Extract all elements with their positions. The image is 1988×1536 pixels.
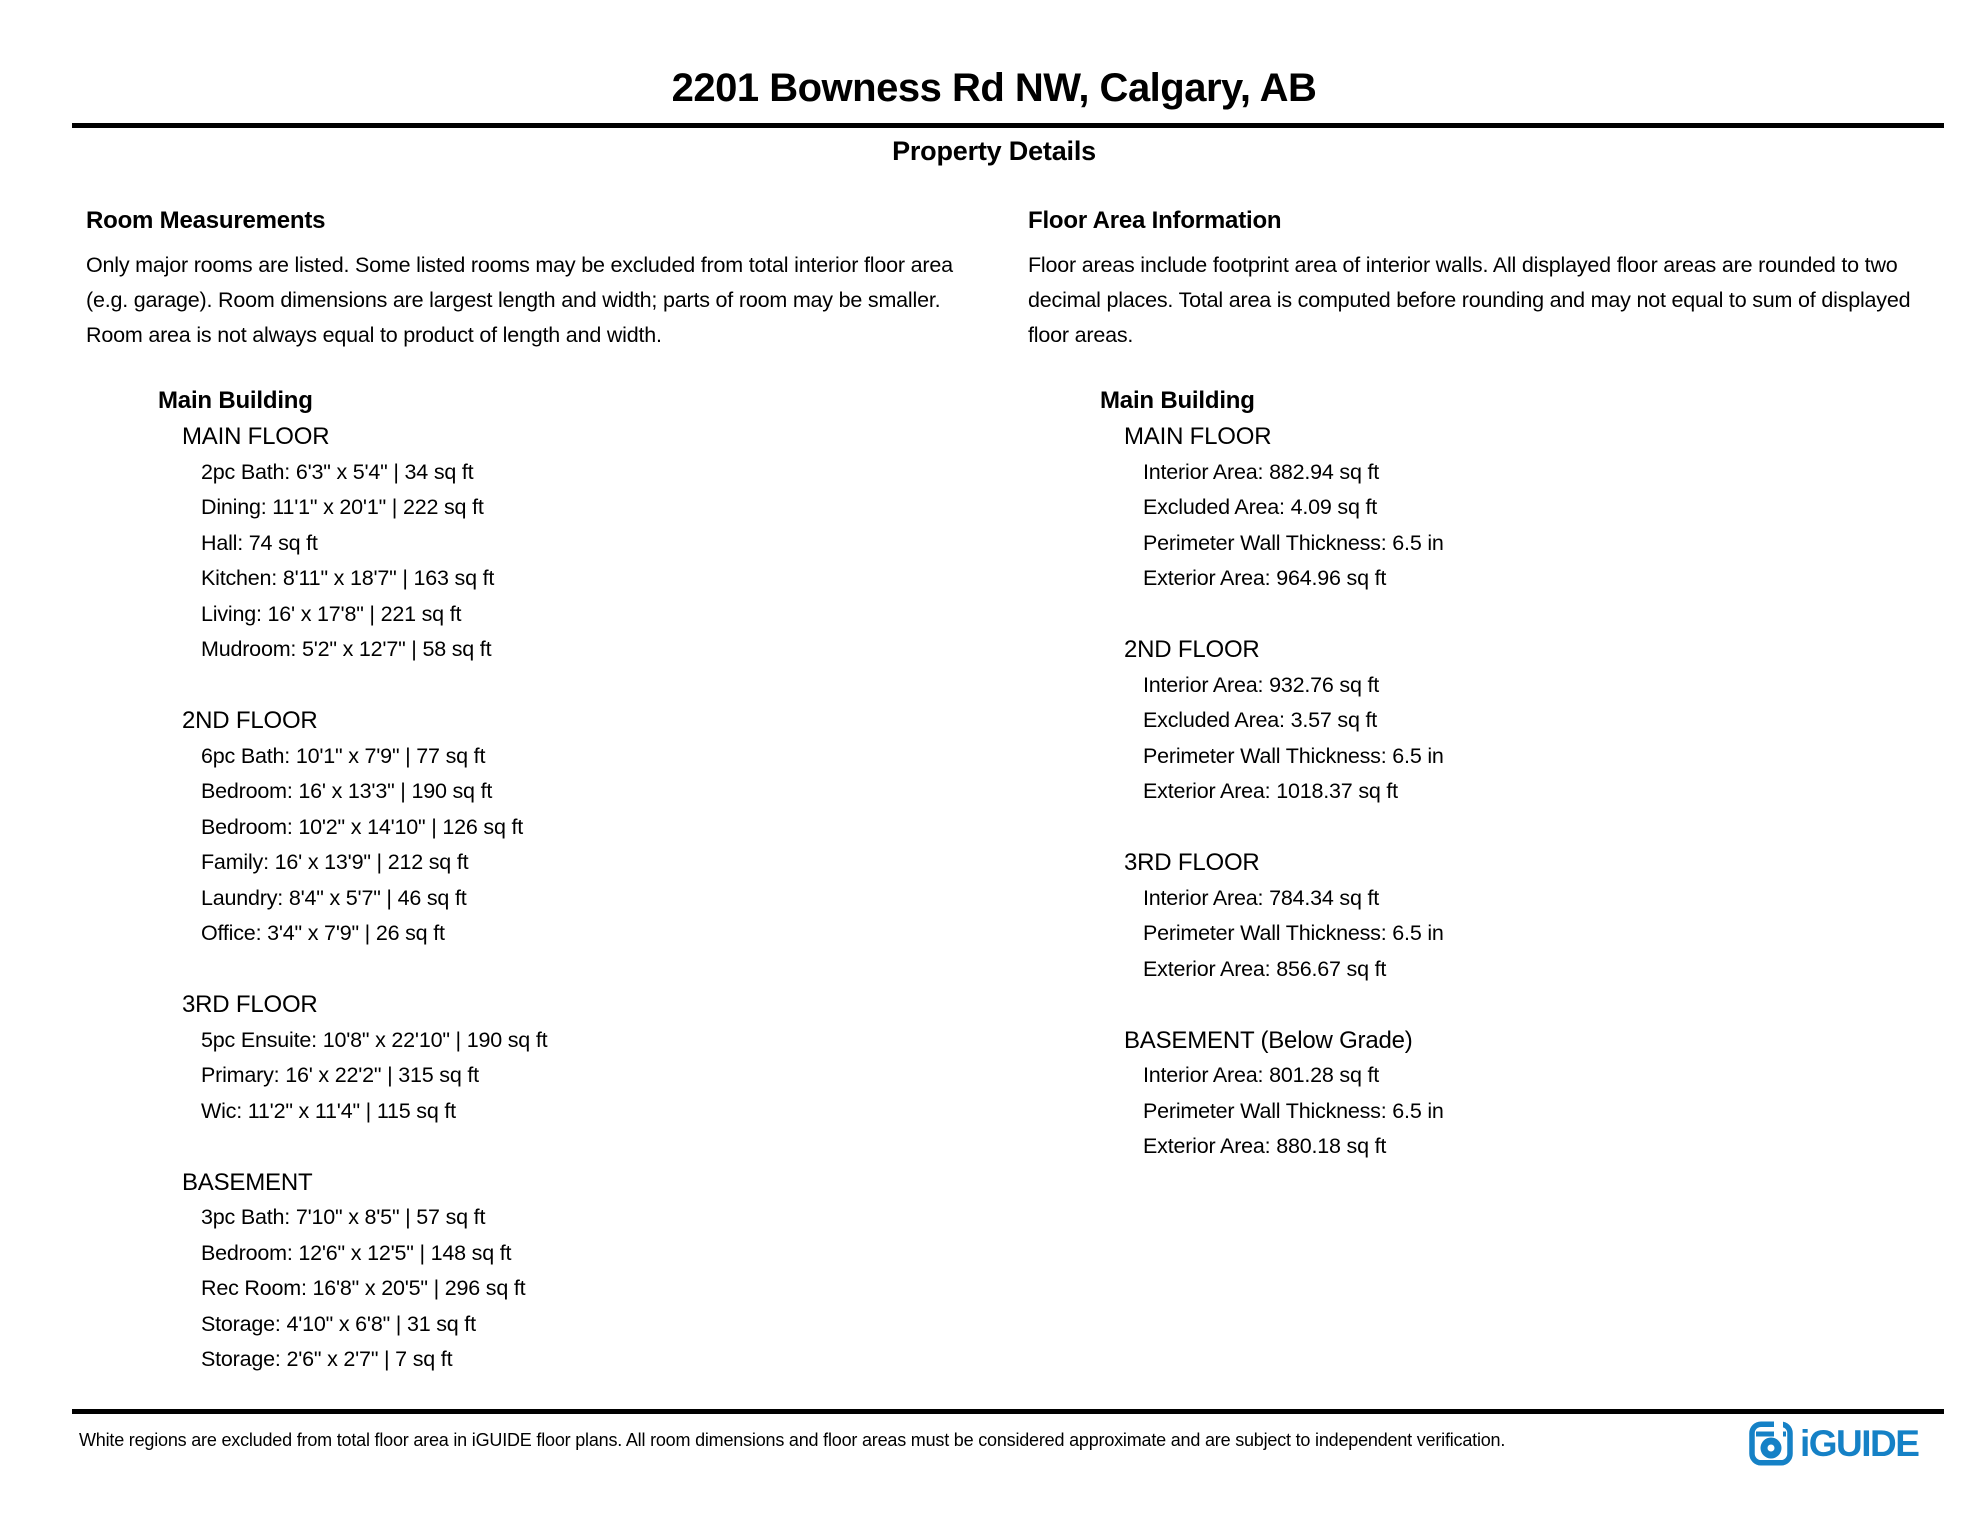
page-subtitle: Property Details (892, 136, 1096, 166)
room-measurements-building (86, 383, 1021, 1378)
floor-area-building (1028, 383, 1963, 1165)
room-measurement-row: Bedroom: 10'2" x 14'10" | 126 sq ft (201, 814, 524, 839)
room-rows (86, 1023, 1021, 1130)
floor-name: MAIN FLOOR (182, 423, 330, 450)
footer-divider (72, 1409, 1944, 1414)
floor-area-row: Perimeter Wall Thickness: 6.5 in (1143, 743, 1444, 768)
room-measurements-heading: Room Measurements (86, 207, 326, 234)
room-measurement-row: 6pc Bath: 10'1" x 7'9" | 77 sq ft (201, 743, 486, 768)
floor-area-row: Exterior Area: 1018.37 sq ft (1143, 779, 1398, 803)
room-measurement-row: Living: 16' x 17'8" | 221 sq ft (201, 601, 462, 626)
floor-block (86, 1165, 1021, 1378)
room-measurement-row: Kitchen: 8'11" x 18'7" | 163 sq ft (201, 566, 495, 590)
floor-block (1028, 845, 1963, 987)
area-rows (1028, 455, 1963, 597)
room-measurement-row: Storage: 2'6" x 2'7" | 7 sq ft (201, 1347, 453, 1371)
floor-name: 2ND FLOOR (182, 707, 318, 734)
floor-name: MAIN FLOOR (1124, 423, 1272, 450)
footer-disclaimer: White regions are excluded from total floor area in iGUIDE floor plans. All room dimensions and floor areas must be considered approximate and are subject to independent verification. (79, 1430, 1506, 1450)
floor-area-row: Perimeter Wall Thickness: 6.5 in (1143, 921, 1444, 945)
room-floors-list (86, 419, 1021, 1378)
room-measurements-section (86, 207, 1021, 1413)
description-line: Room area is not always equal to product of length and width. (86, 323, 662, 347)
floor-area-row: Interior Area: 784.34 sq ft (1143, 885, 1380, 910)
floor-block (86, 703, 1021, 952)
floor-area-row: Exterior Area: 856.67 sq ft (1143, 956, 1387, 981)
room-measurement-row: 2pc Bath: 6'3" x 5'4" | 34 sq ft (201, 459, 474, 484)
room-rows (86, 1200, 1021, 1378)
floor-area-row: Interior Area: 801.28 sq ft (1143, 1063, 1380, 1087)
area-rows (1028, 1058, 1963, 1165)
room-measurement-row: Office: 3'4" x 7'9" | 26 sq ft (201, 921, 445, 945)
floor-area-row: Perimeter Wall Thickness: 6.5 in (1143, 530, 1444, 555)
description-line: Floor areas include footprint area of interior walls. All displayed floor areas are rounded to two (1028, 253, 1898, 277)
floor-area-row: Excluded Area: 4.09 sq ft (1143, 495, 1378, 519)
room-measurement-row: 3pc Bath: 7'10" x 8'5" | 57 sq ft (201, 1205, 486, 1229)
page-title: 2201 Bowness Rd NW, Calgary, AB (671, 66, 1317, 110)
floor-name: 3RD FLOOR (182, 991, 318, 1018)
room-measurements-description (86, 248, 1021, 353)
floor-area-heading: Floor Area Information (1028, 207, 1282, 234)
header-divider (72, 123, 1944, 128)
floor-name: 3RD FLOOR (1124, 849, 1260, 876)
room-measurement-row: Storage: 4'10" x 6'8" | 31 sq ft (201, 1311, 476, 1336)
description-line: (e.g. garage). Room dimensions are largest length and width; parts of room may be smaller. (86, 288, 941, 312)
floor-name: BASEMENT (Below Grade) (1124, 1026, 1413, 1054)
floor-area-row: Interior Area: 882.94 sq ft (1143, 459, 1380, 484)
room-measurement-row: Bedroom: 12'6" x 12'5" | 148 sq ft (201, 1240, 512, 1265)
room-measurement-row: Bedroom: 16' x 13'3" | 190 sq ft (201, 779, 493, 803)
iguide-camera-icon (1749, 1421, 1793, 1466)
room-rows (86, 739, 1021, 952)
description-line: floor areas. (1028, 323, 1134, 347)
room-measurement-row: Mudroom: 5'2" x 12'7" | 58 sq ft (201, 637, 492, 661)
room-measurement-row: Hall: 74 sq ft (201, 530, 318, 555)
room-measurement-row: Wic: 11'2" x 11'4" | 115 sq ft (201, 1098, 456, 1123)
room-measurement-row: Dining: 11'1" x 20'1" | 222 sq ft (201, 495, 484, 519)
floor-area-row: Interior Area: 932.76 sq ft (1143, 672, 1380, 697)
iguide-logo-text: iGUIDE (1800, 1423, 1919, 1464)
floor-area-description (1028, 248, 1963, 353)
description-line: decimal places. Total area is computed before rounding and may not equal to sum of displayed (1028, 288, 1911, 312)
floor-block (1028, 1023, 1963, 1165)
building-name: Main Building (158, 387, 313, 414)
room-measurement-row: Rec Room: 16'8" x 20'5" | 296 sq ft (201, 1276, 526, 1300)
floor-area-row: Exterior Area: 880.18 sq ft (1143, 1134, 1387, 1158)
floor-area-row: Exterior Area: 964.96 sq ft (1143, 566, 1387, 590)
floor-name: BASEMENT (182, 1168, 313, 1196)
floor-area-information-section (1028, 207, 1963, 1200)
room-measurement-row: 5pc Ensuite: 10'8" x 22'10" | 190 sq ft (201, 1027, 548, 1052)
room-rows (86, 455, 1021, 668)
floor-block (86, 419, 1021, 668)
area-rows (1028, 668, 1963, 810)
area-floors-list (1028, 419, 1963, 1165)
area-rows (1028, 881, 1963, 988)
floor-name: 2ND FLOOR (1124, 636, 1260, 663)
floor-block (1028, 632, 1963, 810)
room-measurement-row: Primary: 16' x 22'2" | 315 sq ft (201, 1063, 479, 1087)
description-line: Only major rooms are listed. Some listed rooms may be excluded from total interior floor area (86, 253, 953, 277)
room-measurement-row: Family: 16' x 13'9" | 212 sq ft (201, 850, 469, 874)
iguide-logo (1749, 1421, 1918, 1466)
floor-block (1028, 419, 1963, 597)
floor-block (86, 987, 1021, 1129)
building-name: Main Building (1100, 387, 1255, 414)
floor-area-row: Excluded Area: 3.57 sq ft (1143, 708, 1378, 732)
floor-area-row: Perimeter Wall Thickness: 6.5 in (1143, 1098, 1444, 1123)
room-measurement-row: Laundry: 8'4" x 5'7" | 46 sq ft (201, 885, 467, 910)
